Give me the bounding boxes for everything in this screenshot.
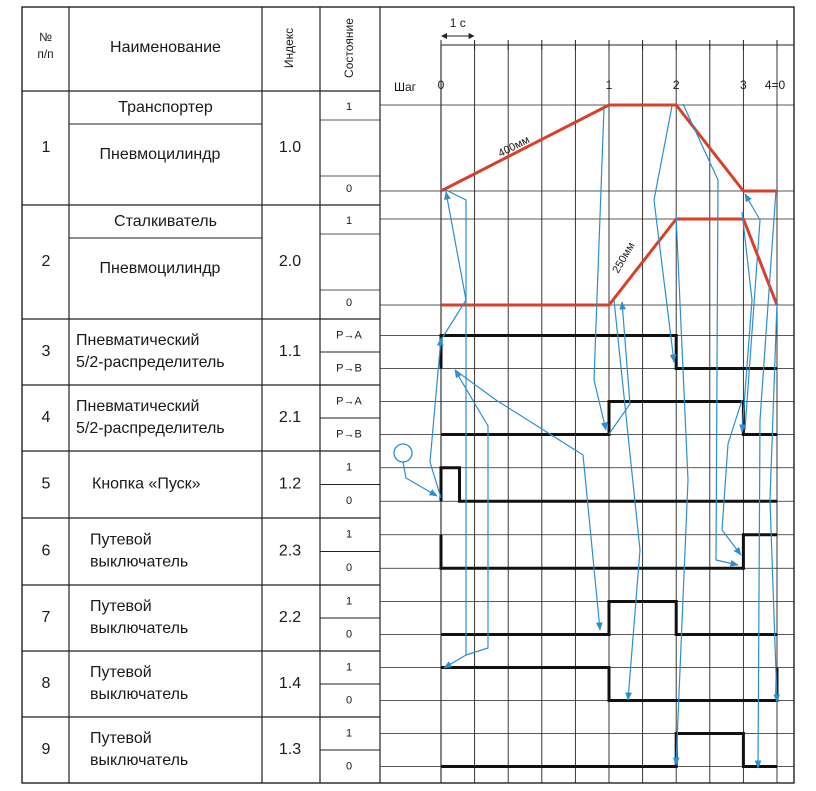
state-high: 1 <box>345 214 353 227</box>
start-button-symbol <box>394 444 412 462</box>
row-number: 2 <box>41 253 51 271</box>
state-high: 1 <box>345 461 353 474</box>
state-high: 1 <box>345 661 353 674</box>
signal-trace-6 <box>441 668 777 701</box>
state-low: 0 <box>345 495 353 508</box>
component-type: Путевой <box>90 730 152 748</box>
header-state: Состояние <box>342 18 357 78</box>
component-type: Путевой <box>90 531 152 549</box>
time-unit-label: 1 с <box>449 16 466 31</box>
state-low: 0 <box>345 694 353 707</box>
state-high: 1 <box>345 528 353 541</box>
state-high: P→A <box>336 395 362 408</box>
component-name: Пневмоцилиндр <box>99 260 221 278</box>
header-index: Индекс <box>282 27 297 69</box>
signal-arrow <box>441 192 466 340</box>
component-name: 5/2-распределитель <box>76 420 225 438</box>
signal-trace-2 <box>441 402 777 435</box>
component-type: Пневматический <box>76 332 200 350</box>
row-number: 4 <box>41 409 51 427</box>
state-low: 0 <box>345 562 353 575</box>
row-number: 6 <box>41 542 51 560</box>
header-number-sub: п/п <box>37 47 54 62</box>
signal-arrow <box>444 190 466 668</box>
component-index: 2.0 <box>278 253 302 271</box>
component-index: 1.4 <box>278 675 302 693</box>
stroke-length-label: 250мм <box>610 240 638 276</box>
header-number: № <box>39 30 52 45</box>
state-high: 1 <box>345 727 353 740</box>
header-name: Наименование <box>110 39 221 57</box>
component-type: Путевой <box>90 664 152 682</box>
state-high: 1 <box>345 595 353 608</box>
component-type: Транспортер <box>118 99 213 117</box>
signal-arrow <box>722 400 742 555</box>
state-high: P→A <box>336 329 362 342</box>
step-number: 4=0 <box>764 78 786 93</box>
component-name: выключатель <box>90 553 189 571</box>
state-low: P→B <box>336 362 362 375</box>
signal-arrow <box>594 108 606 430</box>
row-number: 8 <box>41 675 51 693</box>
state-low: 0 <box>345 182 353 195</box>
component-index: 1.0 <box>278 139 302 157</box>
component-name: выключатель <box>90 686 189 704</box>
row-number: 9 <box>41 741 51 759</box>
component-table <box>22 7 794 783</box>
component-name: выключатель <box>90 752 189 770</box>
state-low: 0 <box>345 296 353 309</box>
state-low: P→B <box>336 428 362 441</box>
component-index: 2.2 <box>278 609 302 627</box>
component-type: Пневматический <box>76 398 200 416</box>
component-name: 5/2-распределитель <box>76 354 225 372</box>
component-index: 2.3 <box>278 542 302 560</box>
component-type: Путевой <box>90 598 152 616</box>
row-number: 3 <box>41 343 51 361</box>
state-high: 1 <box>345 100 353 113</box>
signal-arrow <box>455 370 488 655</box>
component-index: 1.3 <box>278 741 302 759</box>
state-low: 0 <box>345 760 353 773</box>
component-name: выключатель <box>90 620 189 638</box>
step-number: 2 <box>672 78 680 93</box>
step-number: 0 <box>437 78 445 93</box>
row-number: 5 <box>41 475 51 493</box>
component-type: Сталкиватель <box>114 213 217 231</box>
step-number: 3 <box>740 78 747 93</box>
signal-arrow <box>676 215 688 765</box>
component-index: 2.1 <box>278 409 302 427</box>
signal-arrow <box>609 302 630 434</box>
state-low: 0 <box>345 628 353 641</box>
component-name: Кнопка «Пуск» <box>92 475 201 493</box>
row-number: 1 <box>41 139 51 157</box>
signal-arrow <box>430 338 441 498</box>
component-index: 1.2 <box>278 475 302 493</box>
step-label: Шаг <box>393 80 417 95</box>
signal-trace-5 <box>441 602 777 635</box>
step-number: 1 <box>605 78 613 93</box>
stroke-length-label: 400мм <box>496 133 532 160</box>
component-index: 1.1 <box>278 343 302 361</box>
row-number: 7 <box>41 609 51 627</box>
component-name: Пневмоцилиндр <box>99 146 221 164</box>
